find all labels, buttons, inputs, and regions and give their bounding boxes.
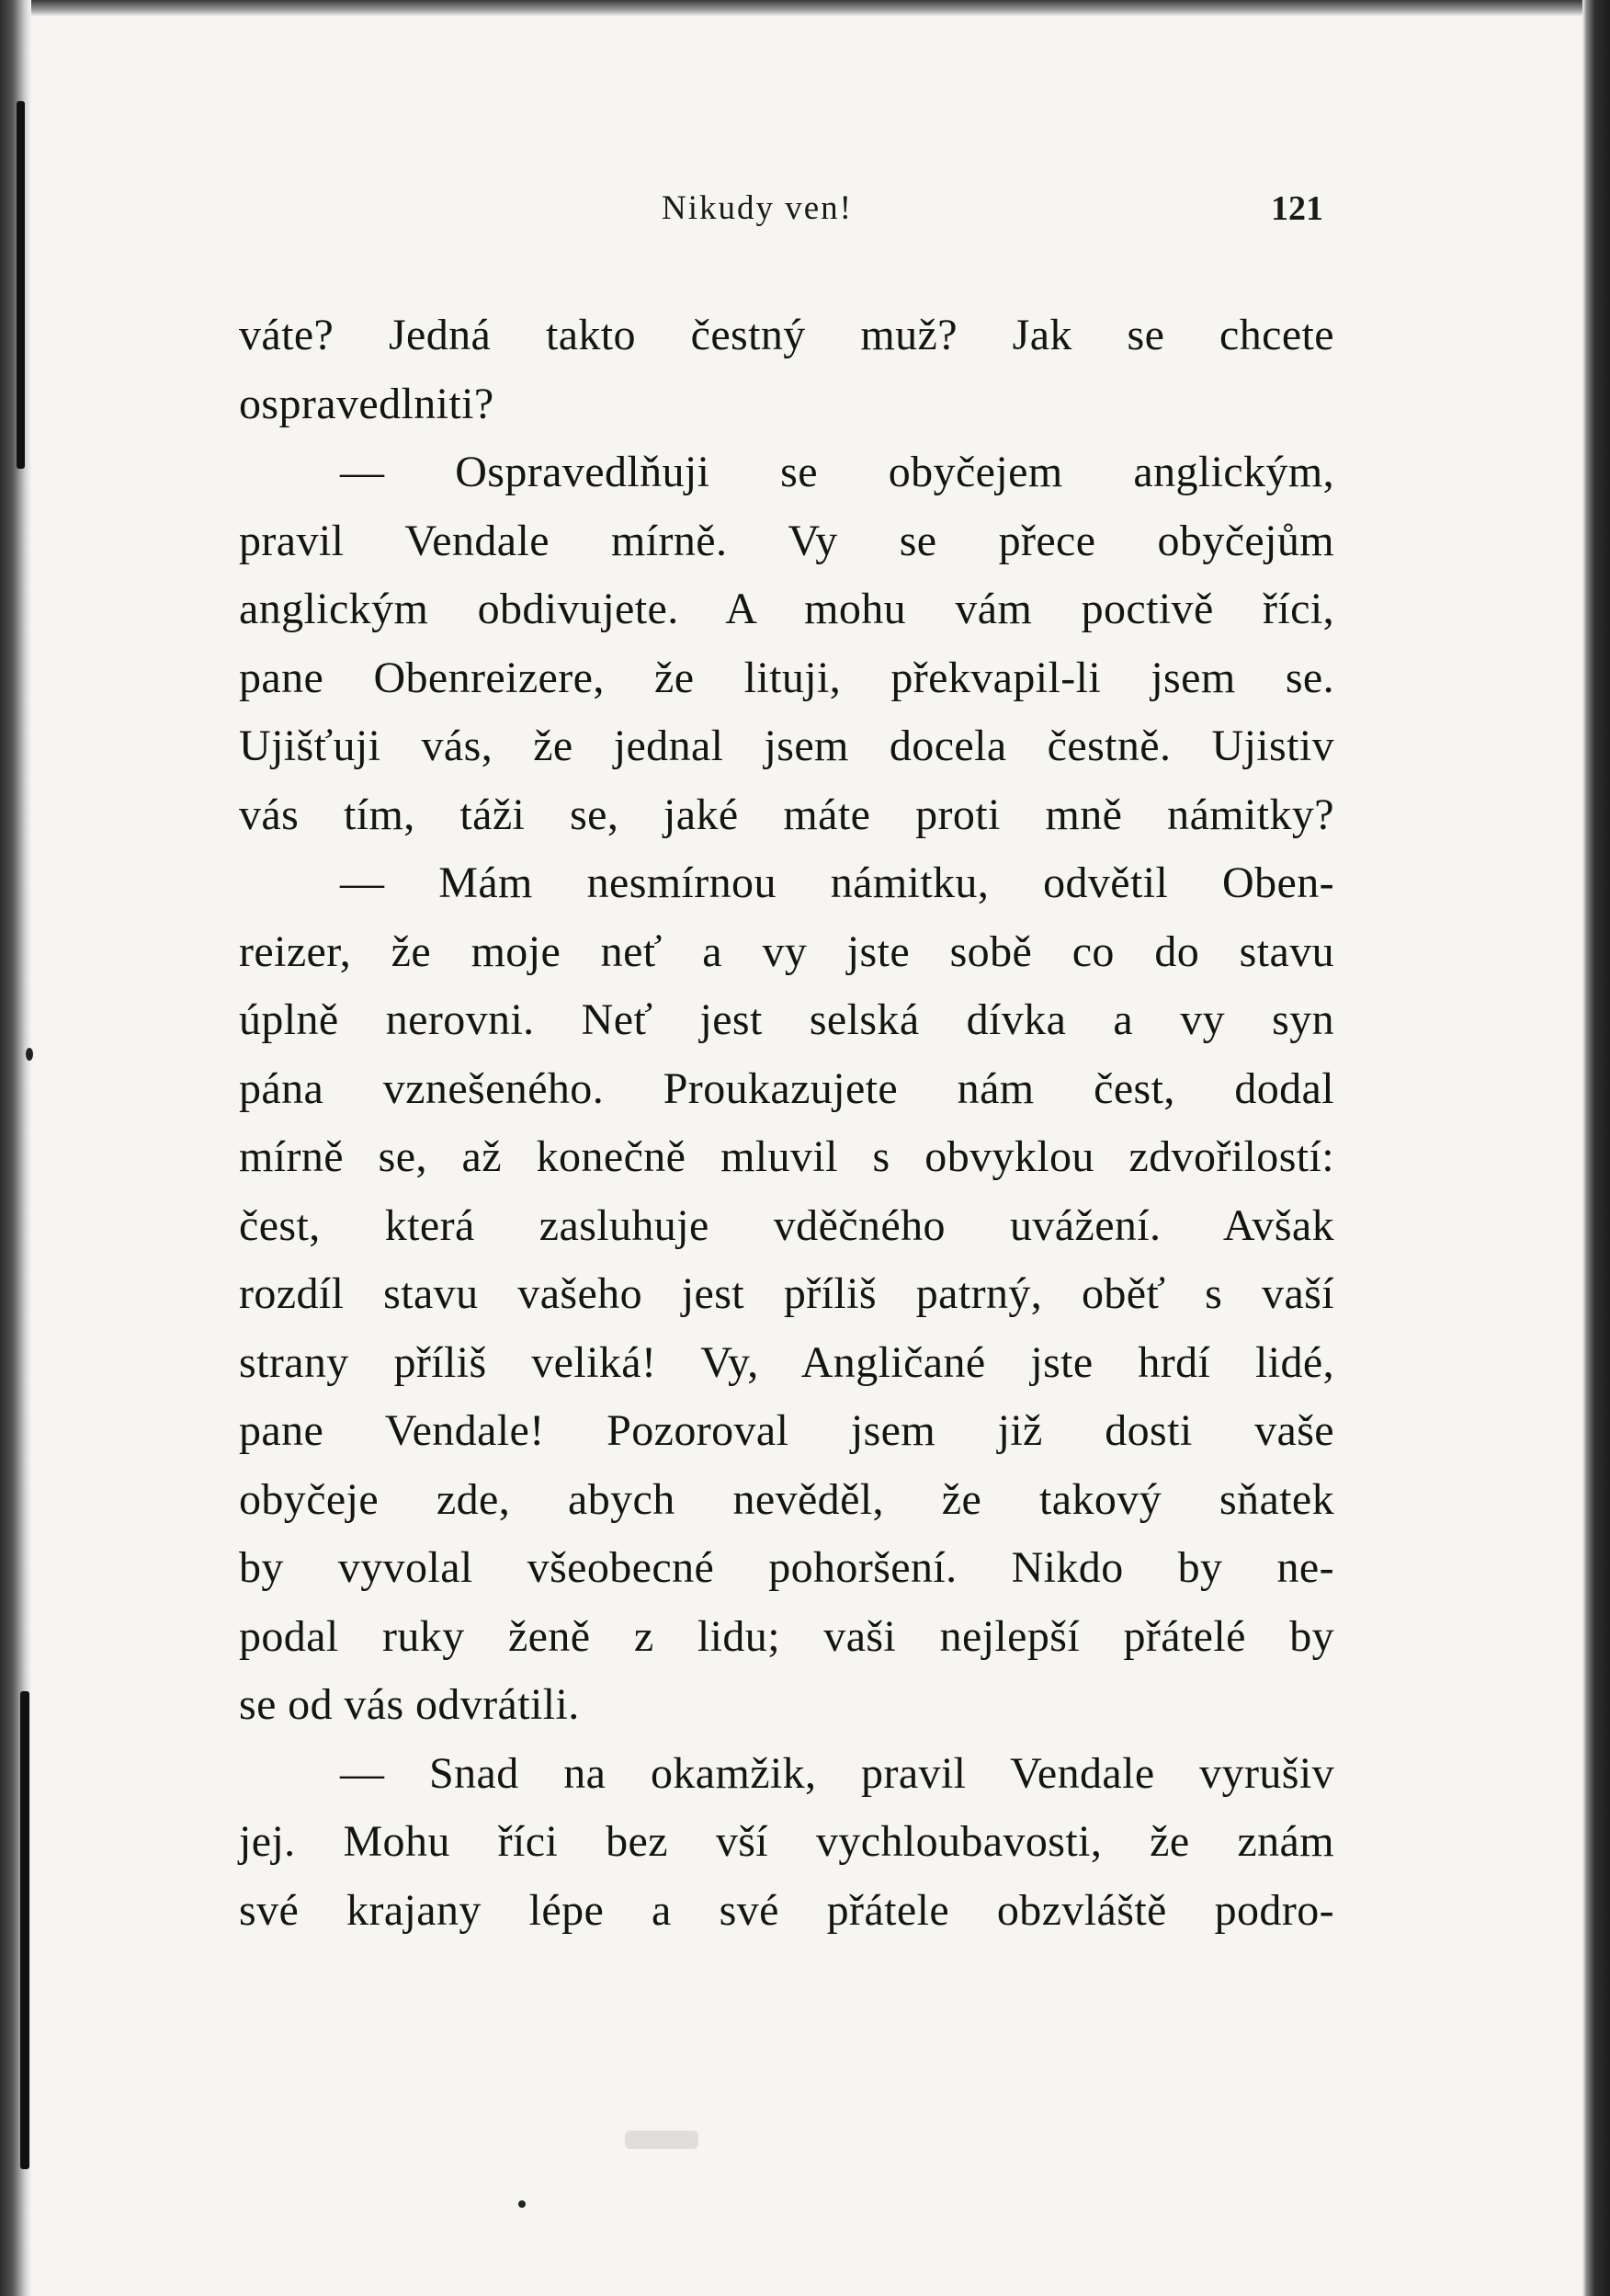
text-line: úplně nerovni. Neť jest selská dívka a vy syn	[239, 995, 1334, 1044]
scan-edge-top	[0, 0, 1610, 17]
text-line: jej. Mohu říci bez vší vychloubavosti, že znám	[239, 1817, 1334, 1866]
page-header	[239, 188, 1323, 244]
binding-thread-mark	[17, 101, 25, 469]
scan-edge-right	[1582, 0, 1610, 2296]
running-title: Nikudy ven!	[662, 189, 853, 227]
ink-speck	[26, 1048, 33, 1061]
text-line: — Ospravedlňuji se obyčejem anglickým,	[340, 448, 1334, 496]
text-line: podal ruky ženě z lidu; vaši nejlepší přátelé by	[239, 1611, 1334, 1661]
text-line: své krajany lépe a své přátele obzvláště podro-	[239, 1885, 1334, 1935]
text-line: obyčeje zde, abych nevěděl, že takový sňatek	[239, 1474, 1334, 1524]
text-line: by vyvolal všeobecné pohoršení. Nikdo by ne-	[239, 1543, 1334, 1592]
text-line: se od vás odvrátili.	[239, 1680, 580, 1729]
text-line: rozdíl stavu vašeho jest příliš patrný, oběť s vaší	[239, 1269, 1334, 1318]
text-line: pane Obenreizere, že lituji, překvapil-li jsem se.	[239, 653, 1334, 702]
body-text	[239, 301, 1334, 1945]
text-line: ospravedlniti?	[239, 379, 494, 428]
text-line: pána vznešeného. Proukazujete nám čest, dodal	[239, 1063, 1334, 1113]
text-line: strany příliš veliká! Vy, Angličané jste hrdí lidé,	[239, 1337, 1334, 1387]
text-line: čest, která zasluhuje vděčného uvážení. Avšak	[239, 1200, 1334, 1250]
text-line: mírně se, až konečně mluvil s obvyklou zdvořilostí:	[239, 1132, 1334, 1181]
show-through-smudge	[625, 2131, 698, 2149]
text-line: vás tím, táži se, jaké máte proti mně námitky?	[239, 790, 1334, 839]
text-line: Ujišťuji vás, že jednal jsem docela čestně. Ujistiv	[239, 722, 1334, 770]
text-line: anglickým obdivujete. A mohu vám poctivě říci,	[239, 585, 1334, 633]
text-line: pravil Vendale mírně. Vy se přece obyčejům	[239, 516, 1334, 565]
text-line: — Mám nesmírnou námitku, odvětil Oben-	[340, 858, 1334, 907]
text-line: — Snad na okamžik, pravil Vendale vyrušiv	[340, 1748, 1334, 1798]
text-line: reizer, že moje neť a vy jste sobě co do stavu	[239, 926, 1334, 976]
text-line: váte? Jedná takto čestný muž? Jak se chcete	[239, 311, 1334, 359]
text-line: pane Vendale! Pozoroval jsem již dosti vaše	[239, 1406, 1334, 1455]
page-number: 121	[1271, 189, 1323, 228]
ink-speck	[518, 2200, 526, 2208]
binding-thread-mark	[20, 1691, 29, 2169]
